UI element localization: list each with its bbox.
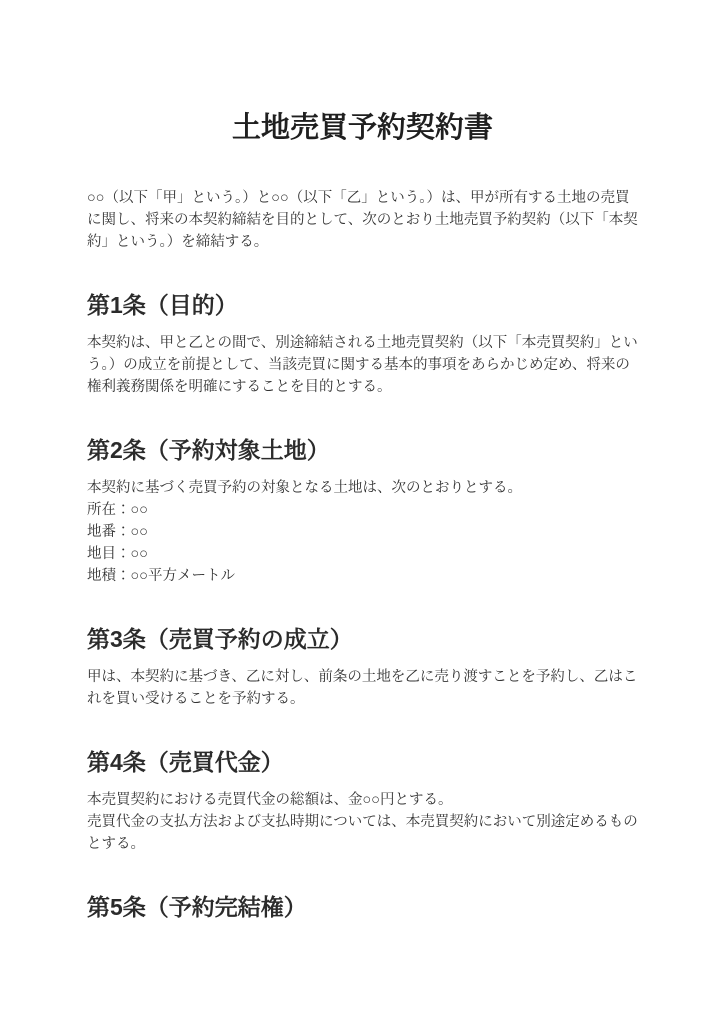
article-2-heading: 第2条（予約対象土地） <box>87 437 330 463</box>
article-1-paragraph: 本契約は、甲と乙との間で、別途締結される土地売買契約（以下「本売買契約」という。）の成立を前提として、当該売買に関する基本的事項をあらかじめ定め、将来の権利義務関係を明確にすることを目的とする。 <box>87 335 638 395</box>
article-3 <box>87 625 638 710</box>
article-4 <box>87 748 638 855</box>
article-4-heading: 第4条（売買代金） <box>87 749 284 775</box>
article-3-heading: 第3条（売買予約の成立） <box>87 626 353 652</box>
document-title: 土地売買予約契約書 <box>231 112 493 144</box>
article-4-paragraph-2: 売買代金の支払方法および支払時期については、本売買契約において別途定めるものとする。 <box>87 814 638 852</box>
land-detail-area: 地積：○○平方メートル <box>87 568 236 584</box>
land-detail-land-category: 地目：○○ <box>87 546 149 562</box>
article-4-paragraph-1: 本売買契約における売買代金の総額は、金○○円とする。 <box>87 792 453 808</box>
land-detail-lot-number: 地番：○○ <box>87 524 149 540</box>
article-3-paragraph: 甲は、本契約に基づき、乙に対し、前条の土地を乙に売り渡すことを予約し、乙はこれを買い受けることを予約する。 <box>87 669 638 707</box>
intro-paragraph: ○○（以下「甲」という。）と○○（以下「乙」という。）は、甲が所有する土地の売買に関し、将来の本契約締結を目的として、次のとおり土地売買予約契約（以下「本契約」という。）を締結する。 <box>87 190 638 250</box>
land-detail-location: 所在：○○ <box>87 502 149 518</box>
article-2 <box>87 436 638 587</box>
article-2-paragraph: 本契約に基づく売買予約の対象となる土地は、次のとおりとする。 <box>87 480 522 496</box>
article-1-heading: 第1条（目的） <box>87 292 238 318</box>
article-5 <box>87 893 638 921</box>
article-5-heading: 第5条（予約完結権） <box>87 894 307 920</box>
article-1 <box>87 291 638 398</box>
